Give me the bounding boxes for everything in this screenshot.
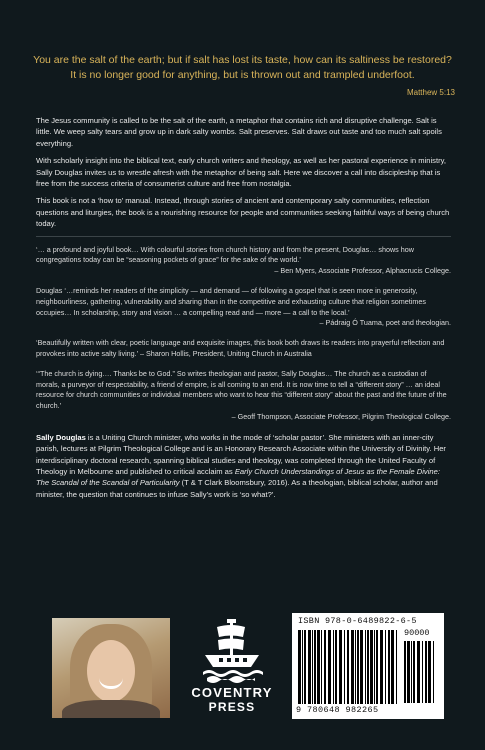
endorsement [36, 286, 451, 329]
ship-icon [197, 617, 267, 683]
endorsement [36, 338, 451, 360]
endorsement-attribution: – Pádraig Ó Tuama, poet and theologian. [319, 318, 451, 328]
barcode-addon: 90000 [404, 628, 430, 638]
bio-book-title: Early Church Understandings of Jesus as the Female Divine: The Scandal of the Scandal of Particularity [36, 467, 440, 488]
barcode [292, 613, 444, 719]
isbn-label: ISBN 978-0-6489822-6-5 [298, 616, 417, 626]
back-cover-text [36, 115, 451, 506]
addon-bars [404, 641, 436, 703]
publisher-logo [182, 617, 282, 723]
epigraph-line-1: You are the salt of the earth; but if salt has lost its taste, how can its saltiness be restored? [33, 54, 452, 66]
endorsement-attribution: – Geoff Thompson, Associate Professor, Pilgrim Theological College. [231, 412, 451, 422]
endorsement-text: Douglas ‘…reminds her readers of the simplicity — and demand — of following a gospel that is seen more in generosity, neighbourliness, gathering, vulnerability and sharing than in the competitive and exhausting culture that religion sometimes occupies… In scholarship, story and vision … a compelling read and — more — a call to the local.’ [36, 286, 426, 317]
publisher-name: COVENTRY [191, 685, 273, 700]
endorsement-attribution: – Ben Myers, Associate Professor, Alphacrucis College. [274, 266, 451, 276]
epigraph-line-2: It is no longer good for anything, but is thrown out and trampled underfoot. [70, 69, 415, 81]
barcode-digits: 9 780648 982265 [296, 705, 379, 715]
barcode-bars [298, 630, 398, 704]
blurb-paragraph: With scholarly insight into the biblical text, early church writers and theology, as well as her pastoral experience in ministry, Sally Douglas invites us to wrestle afresh with the metaphor of being salt. Here we discover a call into discipleship that is free from the success criteria of consumerist culture and free from nostalgia. [36, 156, 446, 189]
publisher-name: PRESS [208, 700, 256, 714]
endorsement-text: ‘Beautifully written with clear, poetic language and exquisite images, this book both draws its readers into prayerful reflection and provokes into active salty living.’ – Sharon Hollis, President, Uniting Church in Australia [36, 338, 445, 359]
endorsements [36, 245, 451, 423]
endorsement [36, 369, 451, 423]
author-bio [36, 432, 451, 500]
divider [36, 236, 451, 237]
endorsement-text: ‘… a profound and joyful book… With colourful stories from church history and from the present, Douglas… shows how congregations today can be “seasoning pockets of grace” for the sake of the world.’ [36, 244, 414, 265]
epigraph [24, 53, 461, 100]
author-photo [52, 618, 170, 718]
bio-text: is a Uniting Church minister, who works in the mode of ‘scholar pastor’. She ministers with an inner-city parish, lectures at Pilgrim Theological College and is an Honorary Research Associate within the University of Divinity. Her interdisciplinary doctoral research, spanning biblical studies and theology, was completed through the United Faculty of Theology in Melbourne and published to critical acclaim as [36, 432, 446, 477]
blurb-paragraph: The Jesus community is called to be the salt of the earth, a metaphor that contains rich and disruptive challenge. Salt is little. We weep salty tears and grow up in dark salty wombs. Salt preserves. Salt draws out taste and too much salt spoils everything. [36, 116, 442, 148]
author-name: Sally Douglas [36, 432, 86, 442]
bio-text: (T & T Clark Bloomsbury, 2016). As a theologian, biblical scholar, author and minister, the question that continues to infuse Sally’s work is ‘so what?’. [36, 478, 438, 499]
blurb-paragraph: This book is not a ‘how to’ manual. Instead, through stories of ancient and contemporary salty communities, reflection questions and liturgies, the book is a nourishing resource for people and communities seeking faithful ways of being church today. [36, 196, 450, 229]
endorsement-text: ‘“The church is dying…. Thanks be to God.” So writes theologian and pastor, Sally Douglas… The church as a custodian of morals, a purveyor of respectability, a friend of empire, is all coming to an end. It is now time to tell a “different story” … an ideal resource for church communities or individual members who want to hear this “different story” about the past and the future of the church.’ [36, 368, 447, 411]
endorsement [36, 245, 451, 277]
epigraph-reference: Matthew 5:13 [406, 88, 455, 97]
